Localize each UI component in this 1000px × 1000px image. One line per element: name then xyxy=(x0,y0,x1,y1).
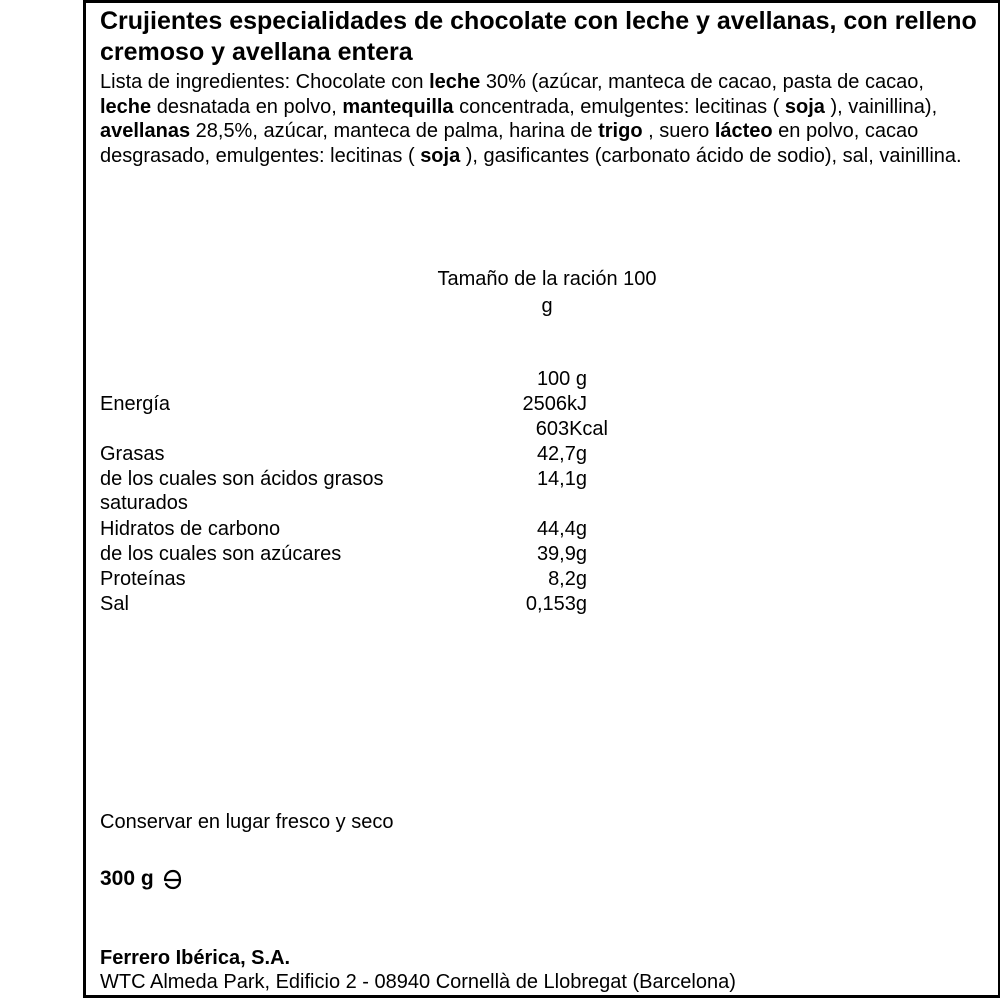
ingredient-text: 28,5%, azúcar, manteca de palma, harina de xyxy=(190,120,599,142)
nutrition-value: 44,4g xyxy=(536,518,587,540)
serving-size-line2: g xyxy=(541,295,553,317)
nutrition-label: Hidratos de carbono xyxy=(100,518,281,540)
serving-size-line1: Tamaño de la ración 100 xyxy=(437,268,657,290)
ingredient-text: desnatada en polvo, xyxy=(151,95,343,118)
serving-size xyxy=(400,266,694,320)
ingredient-text: ), gasificantes (carbonato ácido de sodio), sal, vainillina. xyxy=(460,144,962,167)
product-title: Crujientes especialidades de chocolate con leche y avellanas, con relleno cremoso y avellana entera xyxy=(100,7,977,66)
nutrition-value: 42,7g xyxy=(536,443,587,465)
nutrition-column-header: 100 g xyxy=(536,368,587,390)
ingredient-text: ), vainillina), xyxy=(824,95,938,118)
nutrition-value: 14,1g xyxy=(536,468,587,490)
nutrition-label: de los cuales son azúcares xyxy=(100,543,342,565)
storage-instructions: Conservar en lugar fresco y seco xyxy=(100,811,394,833)
nutrition-value: 603Kcal xyxy=(535,418,608,440)
net-weight xyxy=(100,866,184,892)
nutrition-value: 0,153g xyxy=(525,593,587,615)
nutrition-label: Energía xyxy=(100,393,171,415)
ingredient-text: en polvo, cacao desgrasado, emulgentes: lecitinas ( xyxy=(100,120,919,167)
allergen-text: leche xyxy=(100,95,152,118)
net-weight-value: 300 g xyxy=(100,867,154,890)
allergen-text: avellanas xyxy=(100,120,191,142)
ingredient-text: concentrada, emulgentes: lecitinas ( xyxy=(453,95,785,118)
allergen-text: mantequilla xyxy=(342,95,454,118)
nutrition-label: Sal xyxy=(100,593,129,615)
allergen-text: soja xyxy=(784,95,825,118)
company-name: Ferrero Ibérica, S.A. xyxy=(100,947,291,969)
allergen-text: trigo xyxy=(598,120,643,142)
allergen-text: lácteo xyxy=(714,120,773,142)
nutrition-value: 2506kJ xyxy=(522,393,587,415)
ingredient-text: , suero xyxy=(642,120,715,142)
estimated-sign-icon xyxy=(160,868,184,890)
nutrition-label: Proteínas xyxy=(100,568,186,590)
nutrition-value: 8,2g xyxy=(548,568,587,590)
nutrition-label: de los cuales son ácidos grasos saturados xyxy=(100,468,384,514)
ingredient-text: 30% (azúcar, manteca de cacao, pasta de cacao, xyxy=(480,71,924,93)
allergen-text: leche xyxy=(429,71,481,93)
nutrition-label: Grasas xyxy=(100,443,165,465)
nutrition-value: 39,9g xyxy=(536,543,587,565)
ingredient-text: Lista de ingredientes: Chocolate con xyxy=(100,71,430,93)
ingredients-list xyxy=(100,70,980,168)
allergen-text: soja xyxy=(420,144,461,167)
company-address: WTC Almeda Park, Edificio 2 - 08940 Cornellà de Llobregat (Barcelona) xyxy=(100,971,736,993)
